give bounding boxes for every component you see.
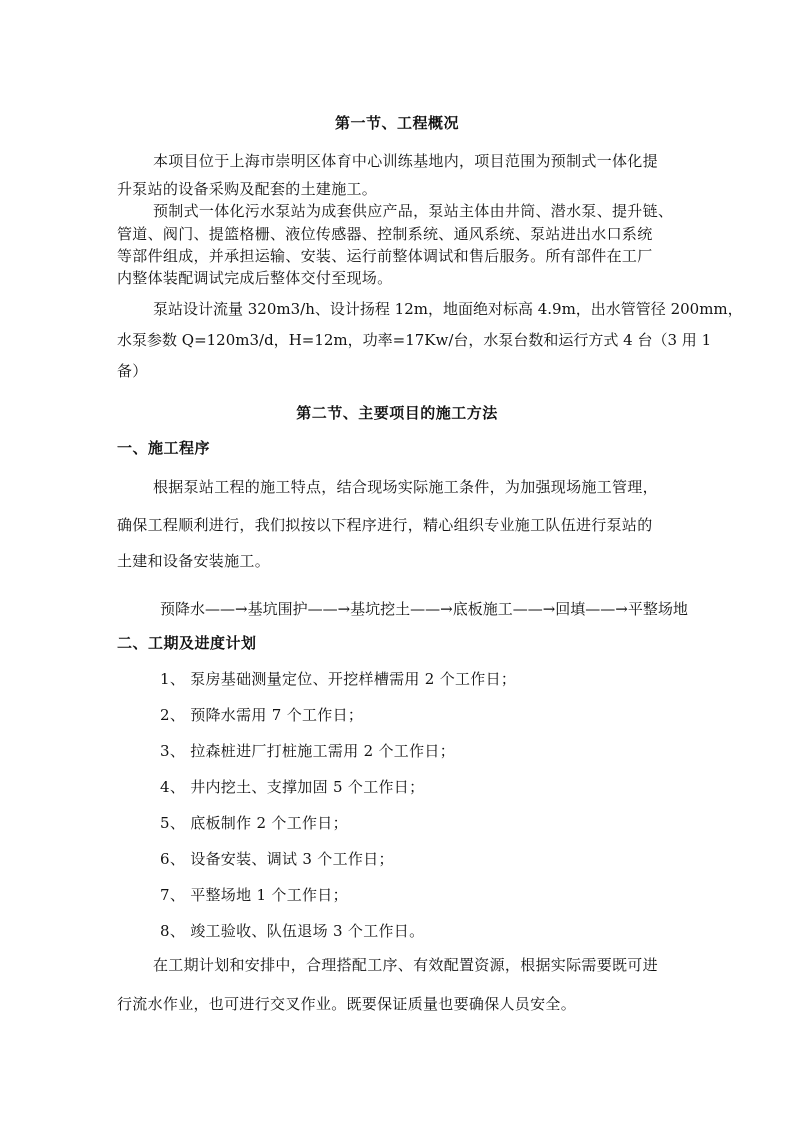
- sub1-line2: 确保工程顺利进行，我们拟按以下程序进行，精心组织专业施工队伍进行泵站的: [117, 516, 653, 534]
- section1-para3-line1: 泵站设计流量 320m3/h、设计扬程 12m，地面绝对标高 4.9m，出水管管径 200mm，: [153, 300, 743, 318]
- sub1-line3: 土建和设备安装施工。: [117, 552, 271, 570]
- section1-para3-line3: 备）: [117, 362, 148, 380]
- schedule-item-4: 4、 井内挖土、支撑加固 5 个工作日；: [160, 778, 425, 796]
- schedule-item-8: 8、 竣工验收、队伍退场 3 个工作日。: [160, 922, 425, 940]
- sub1-line1: 根据泵站工程的施工特点，结合现场实际施工条件，为加强现场施工管理，: [153, 478, 658, 496]
- schedule-item-6: 6、 设备安装、调试 3 个工作日；: [160, 850, 394, 868]
- section2-title: 第二节、主要项目的施工方法: [296, 404, 498, 422]
- schedule-item-5: 5、 底板制作 2 个工作日；: [160, 814, 348, 832]
- section1-para1-line1: 本项目位于上海市崇明区体育中心训练基地内，项目范围为预制式一体化提: [153, 152, 658, 170]
- sub1-title: 一、施工程序: [117, 439, 211, 457]
- construction-flow: 预降水——→基坑围护——→基坑挖土——→底板施工——→回填——→平整场地: [160, 600, 688, 618]
- section1-para2-line4: 内整体装配调试完成后整体交付至现场。: [117, 269, 393, 287]
- schedule-item-1: 1、 泵房基础测量定位、开挖样槽需用 2 个工作日；: [160, 670, 517, 688]
- schedule-item-2: 2、 预降水需用 7 个工作日；: [160, 706, 364, 724]
- sub2-title: 二、工期及进度计划: [117, 634, 257, 652]
- section1-para1-line2: 升泵站的设备采购及配套的土建施工。: [117, 180, 378, 198]
- schedule-item-7: 7、 平整场地 1 个工作日；: [160, 886, 348, 904]
- section1-para2-line3: 等部件组成，并承担运输、安装、运行前整体调试和售后服务。所有部件在工厂: [117, 247, 653, 265]
- section1-para2-line1: 预制式一体化污水泵站为成套供应产品，泵站主体由井筒、潜水泵、提升链、: [153, 202, 674, 220]
- closing-line1: 在工期计划和安排中，合理搭配工序、有效配置资源，根据实际需要既可进: [153, 956, 658, 974]
- section1-para3-line2: 水泵参数 Q=120m3/d，H=12m，功率=17Kw/台，水泵台数和运行方式 4 台（3 用 1: [117, 331, 712, 349]
- section1-title: 第一节、工程概况: [334, 114, 459, 132]
- closing-line2: 行流水作业，也可进行交叉作业。既要保证质量也要确保人员安全。: [117, 995, 577, 1013]
- section1-para2-line2: 管道、阀门、提篮格栅、液位传感器、控制系统、通风系统、泵站进出水口系统: [117, 225, 653, 243]
- schedule-item-3: 3、 拉森桩进厂打桩施工需用 2 个工作日；: [160, 742, 455, 760]
